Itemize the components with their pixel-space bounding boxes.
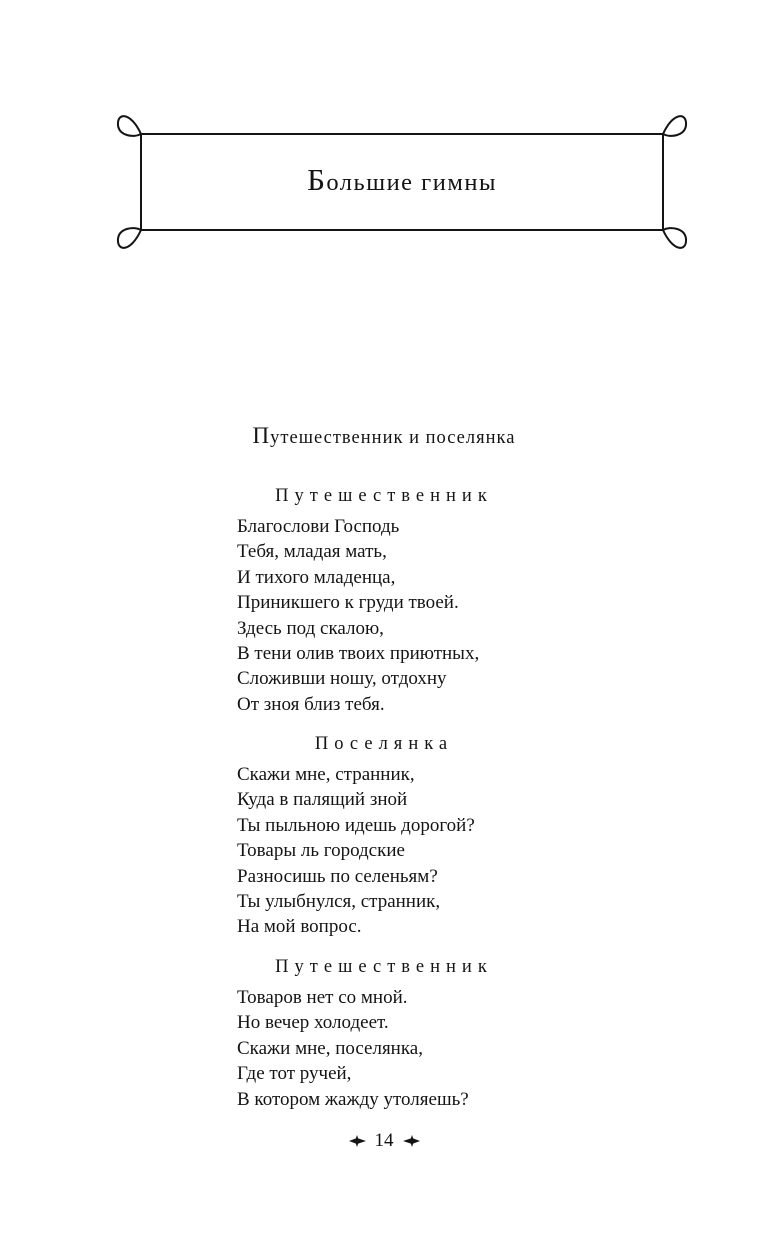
page-number: 14 xyxy=(374,1130,394,1151)
verse-line: Но вечер холодеет. xyxy=(237,1012,389,1034)
title-frame-ornament xyxy=(0,0,768,300)
verse-line: Ты пыльною идешь дорогой? xyxy=(237,814,475,836)
verse-line: Сложивши ношу, отдохну xyxy=(237,668,447,690)
page-footer xyxy=(0,1129,768,1153)
verse-line: Товары ль городские xyxy=(237,840,405,862)
verse-line: Разносишь по селеньям? xyxy=(237,865,438,887)
poem-title-rest: утешественник и поселянка xyxy=(270,428,516,448)
verse-line: И тихого младенца, xyxy=(237,566,396,588)
stanza xyxy=(237,985,469,1112)
poem-title xyxy=(0,423,768,449)
verse-line: Скажи мне, поселянка, xyxy=(237,1037,423,1059)
stanza xyxy=(237,762,475,940)
section-title-initial: Б xyxy=(307,162,327,197)
poem-title-initial: П xyxy=(252,423,271,448)
verse-line: Ты улыбнулся, странник, xyxy=(237,891,441,913)
verse-line: Тебя, младая мать, xyxy=(237,541,387,563)
verse-line: Здесь под скалою, xyxy=(237,617,384,639)
verse-line: Куда в палящий зной xyxy=(237,789,408,811)
verse-line: Товаров нет со мной. xyxy=(237,987,408,1008)
verse-line: Где тот ручей, xyxy=(237,1063,352,1085)
section-title xyxy=(141,162,663,198)
stanza xyxy=(237,514,479,717)
fleuron-right-icon xyxy=(401,1135,421,1147)
verse-line: В котором жажду утоляешь? xyxy=(237,1088,469,1110)
speaker-label: Путешественник xyxy=(275,957,493,977)
verse-line: От зноя близ тебя. xyxy=(237,693,385,715)
section-title-rest: ольшие гимны xyxy=(326,169,497,196)
verse-line: Благослови Господь xyxy=(237,516,400,537)
verse-line: В тени олив твоих приютных, xyxy=(237,643,480,665)
verse-line: Приникшего к груди твоей. xyxy=(237,592,459,614)
speaker-label: Поселянка xyxy=(314,734,454,754)
verse-line: Скажи мне, странник, xyxy=(237,764,415,785)
speaker-label: Путешественник xyxy=(275,486,493,506)
verse-line: На мой вопрос. xyxy=(237,916,362,938)
fleuron-left-icon xyxy=(348,1135,368,1147)
